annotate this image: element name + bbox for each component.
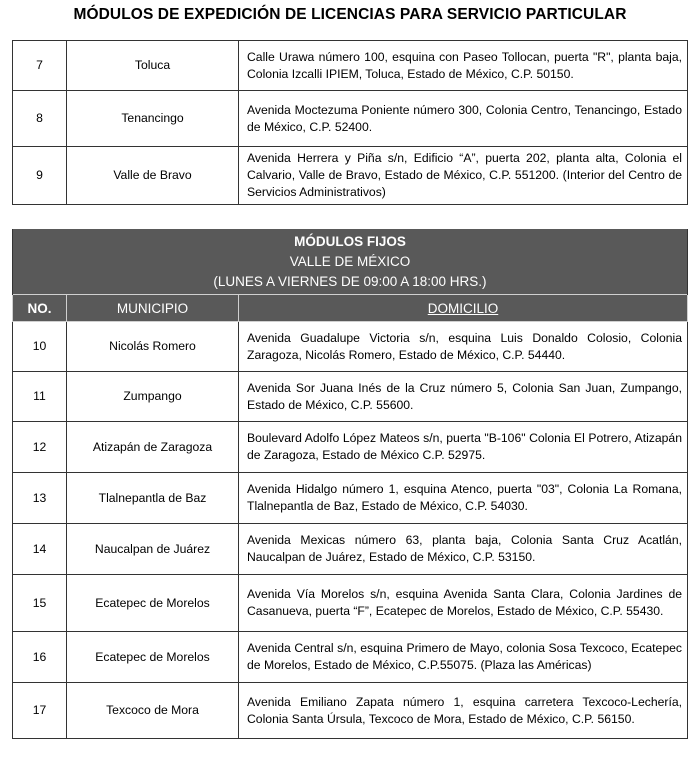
table-row xyxy=(13,41,688,91)
row-domicilio: Avenida Mexicas número 63, planta baja, Colonia Santa Cruz Acatlán, Naucalpan de Juárez, Estado de México, C.P. 53150. xyxy=(239,524,688,575)
section-header xyxy=(13,252,688,272)
row-municipio: Texcoco de Mora xyxy=(67,683,239,739)
row-municipio: Nicolás Romero xyxy=(67,322,239,372)
row-municipio: Naucalpan de Juárez xyxy=(67,524,239,575)
fixed-modules-table xyxy=(12,229,688,739)
row-municipio: Valle de Bravo xyxy=(67,147,239,205)
row-domicilio: Avenida Emiliano Zapata número 1, esquina carretera Texcoco-Lechería, Colonia Santa Úrsula, Texcoco de Mora, Estado de México, C.P. 56150. xyxy=(239,683,688,739)
table-row xyxy=(13,524,688,575)
table-row xyxy=(13,683,688,739)
section-region: VALLE DE MÉXICO xyxy=(13,252,688,272)
row-municipio: Ecatepec de Morelos xyxy=(67,632,239,683)
row-number: 7 xyxy=(13,41,67,91)
top-modules-table xyxy=(12,40,688,205)
row-domicilio: Avenida Central s/n, esquina Primero de Mayo, colonia Sosa Texcoco, Ecatepec de Morelos, Estado de México, C.P.55075. (Plaza las Américas) xyxy=(239,632,688,683)
row-number: 12 xyxy=(13,422,67,473)
row-municipio: Toluca xyxy=(67,41,239,91)
row-domicilio: Avenida Hidalgo número 1, esquina Atenco, puerta "03", Colonia La Romana, Tlalnepantla de Baz, Estado de México, C.P. 54030. xyxy=(239,473,688,524)
column-header-domicilio-label: DOMICILIO xyxy=(427,300,499,316)
row-municipio: Atizapán de Zaragoza xyxy=(67,422,239,473)
column-header-municipio: MUNICIPIO xyxy=(67,295,239,322)
row-municipio: Tenancingo xyxy=(67,91,239,147)
section-header xyxy=(13,272,688,295)
section-title: MÓDULOS FIJOS xyxy=(13,229,688,252)
row-domicilio: Avenida Vía Morelos s/n, esquina Avenida Santa Clara, Colonia Jardines de Casanueva, puerta “F”, Ecatepec de Morelos, Estado de México, C.P. 55430. xyxy=(239,575,688,632)
table-row xyxy=(13,422,688,473)
table-row xyxy=(13,147,688,205)
row-number: 16 xyxy=(13,632,67,683)
row-number: 10 xyxy=(13,322,67,372)
row-number: 11 xyxy=(13,372,67,422)
page-title: MÓDULOS DE EXPEDICIÓN DE LICENCIAS PARA SERVICIO PARTICULAR xyxy=(73,6,627,23)
table-row xyxy=(13,632,688,683)
row-number: 9 xyxy=(13,147,67,205)
row-number: 13 xyxy=(13,473,67,524)
table-row xyxy=(13,322,688,372)
row-number: 15 xyxy=(13,575,67,632)
column-header-domicilio xyxy=(239,295,688,322)
row-municipio: Tlalnepantla de Baz xyxy=(67,473,239,524)
table-row xyxy=(13,372,688,422)
row-municipio: Zumpango xyxy=(67,372,239,422)
row-domicilio: Calle Urawa número 100, esquina con Paseo Tollocan, puerta "R", planta baja, Colonia Izcalli IPIEM, Toluca, Estado de México, C.P. 50150. xyxy=(239,41,688,91)
column-headers xyxy=(13,295,688,322)
section-schedule: (LUNES A VIERNES DE 09:00 A 18:00 HRS.) xyxy=(13,272,688,295)
row-domicilio: Avenida Sor Juana Inés de la Cruz número 5, Colonia San Juan, Zumpango, Estado de México, C.P. 55600. xyxy=(239,372,688,422)
row-domicilio: Avenida Herrera y Piña s/n, Edificio “A”, puerta 202, planta alta, Colonia el Calvario, Valle de Bravo, Estado de México, C.P. 551200. (Interior del Centro de Servicios Administrativos) xyxy=(239,147,688,205)
row-domicilio: Avenida Moctezuma Poniente número 300, Colonia Centro, Tenancingo, Estado de México, C.P. 52400. xyxy=(239,91,688,147)
row-number: 17 xyxy=(13,683,67,739)
table-row xyxy=(13,91,688,147)
row-number: 8 xyxy=(13,91,67,147)
row-domicilio: Avenida Guadalupe Victoria s/n, esquina Luis Donaldo Colosio, Colonia Zaragoza, Nicolás Romero, Estado de México, C.P. 54440. xyxy=(239,322,688,372)
table-row xyxy=(13,473,688,524)
row-domicilio: Boulevard Adolfo López Mateos s/n, puerta "B-106" Colonia El Potrero, Atizapán de Zaragoza, Estado de México C.P. 52975. xyxy=(239,422,688,473)
section-header xyxy=(13,229,688,252)
column-header-no: NO. xyxy=(13,295,67,322)
table-row xyxy=(13,575,688,632)
row-municipio: Ecatepec de Morelos xyxy=(67,575,239,632)
row-number: 14 xyxy=(13,524,67,575)
